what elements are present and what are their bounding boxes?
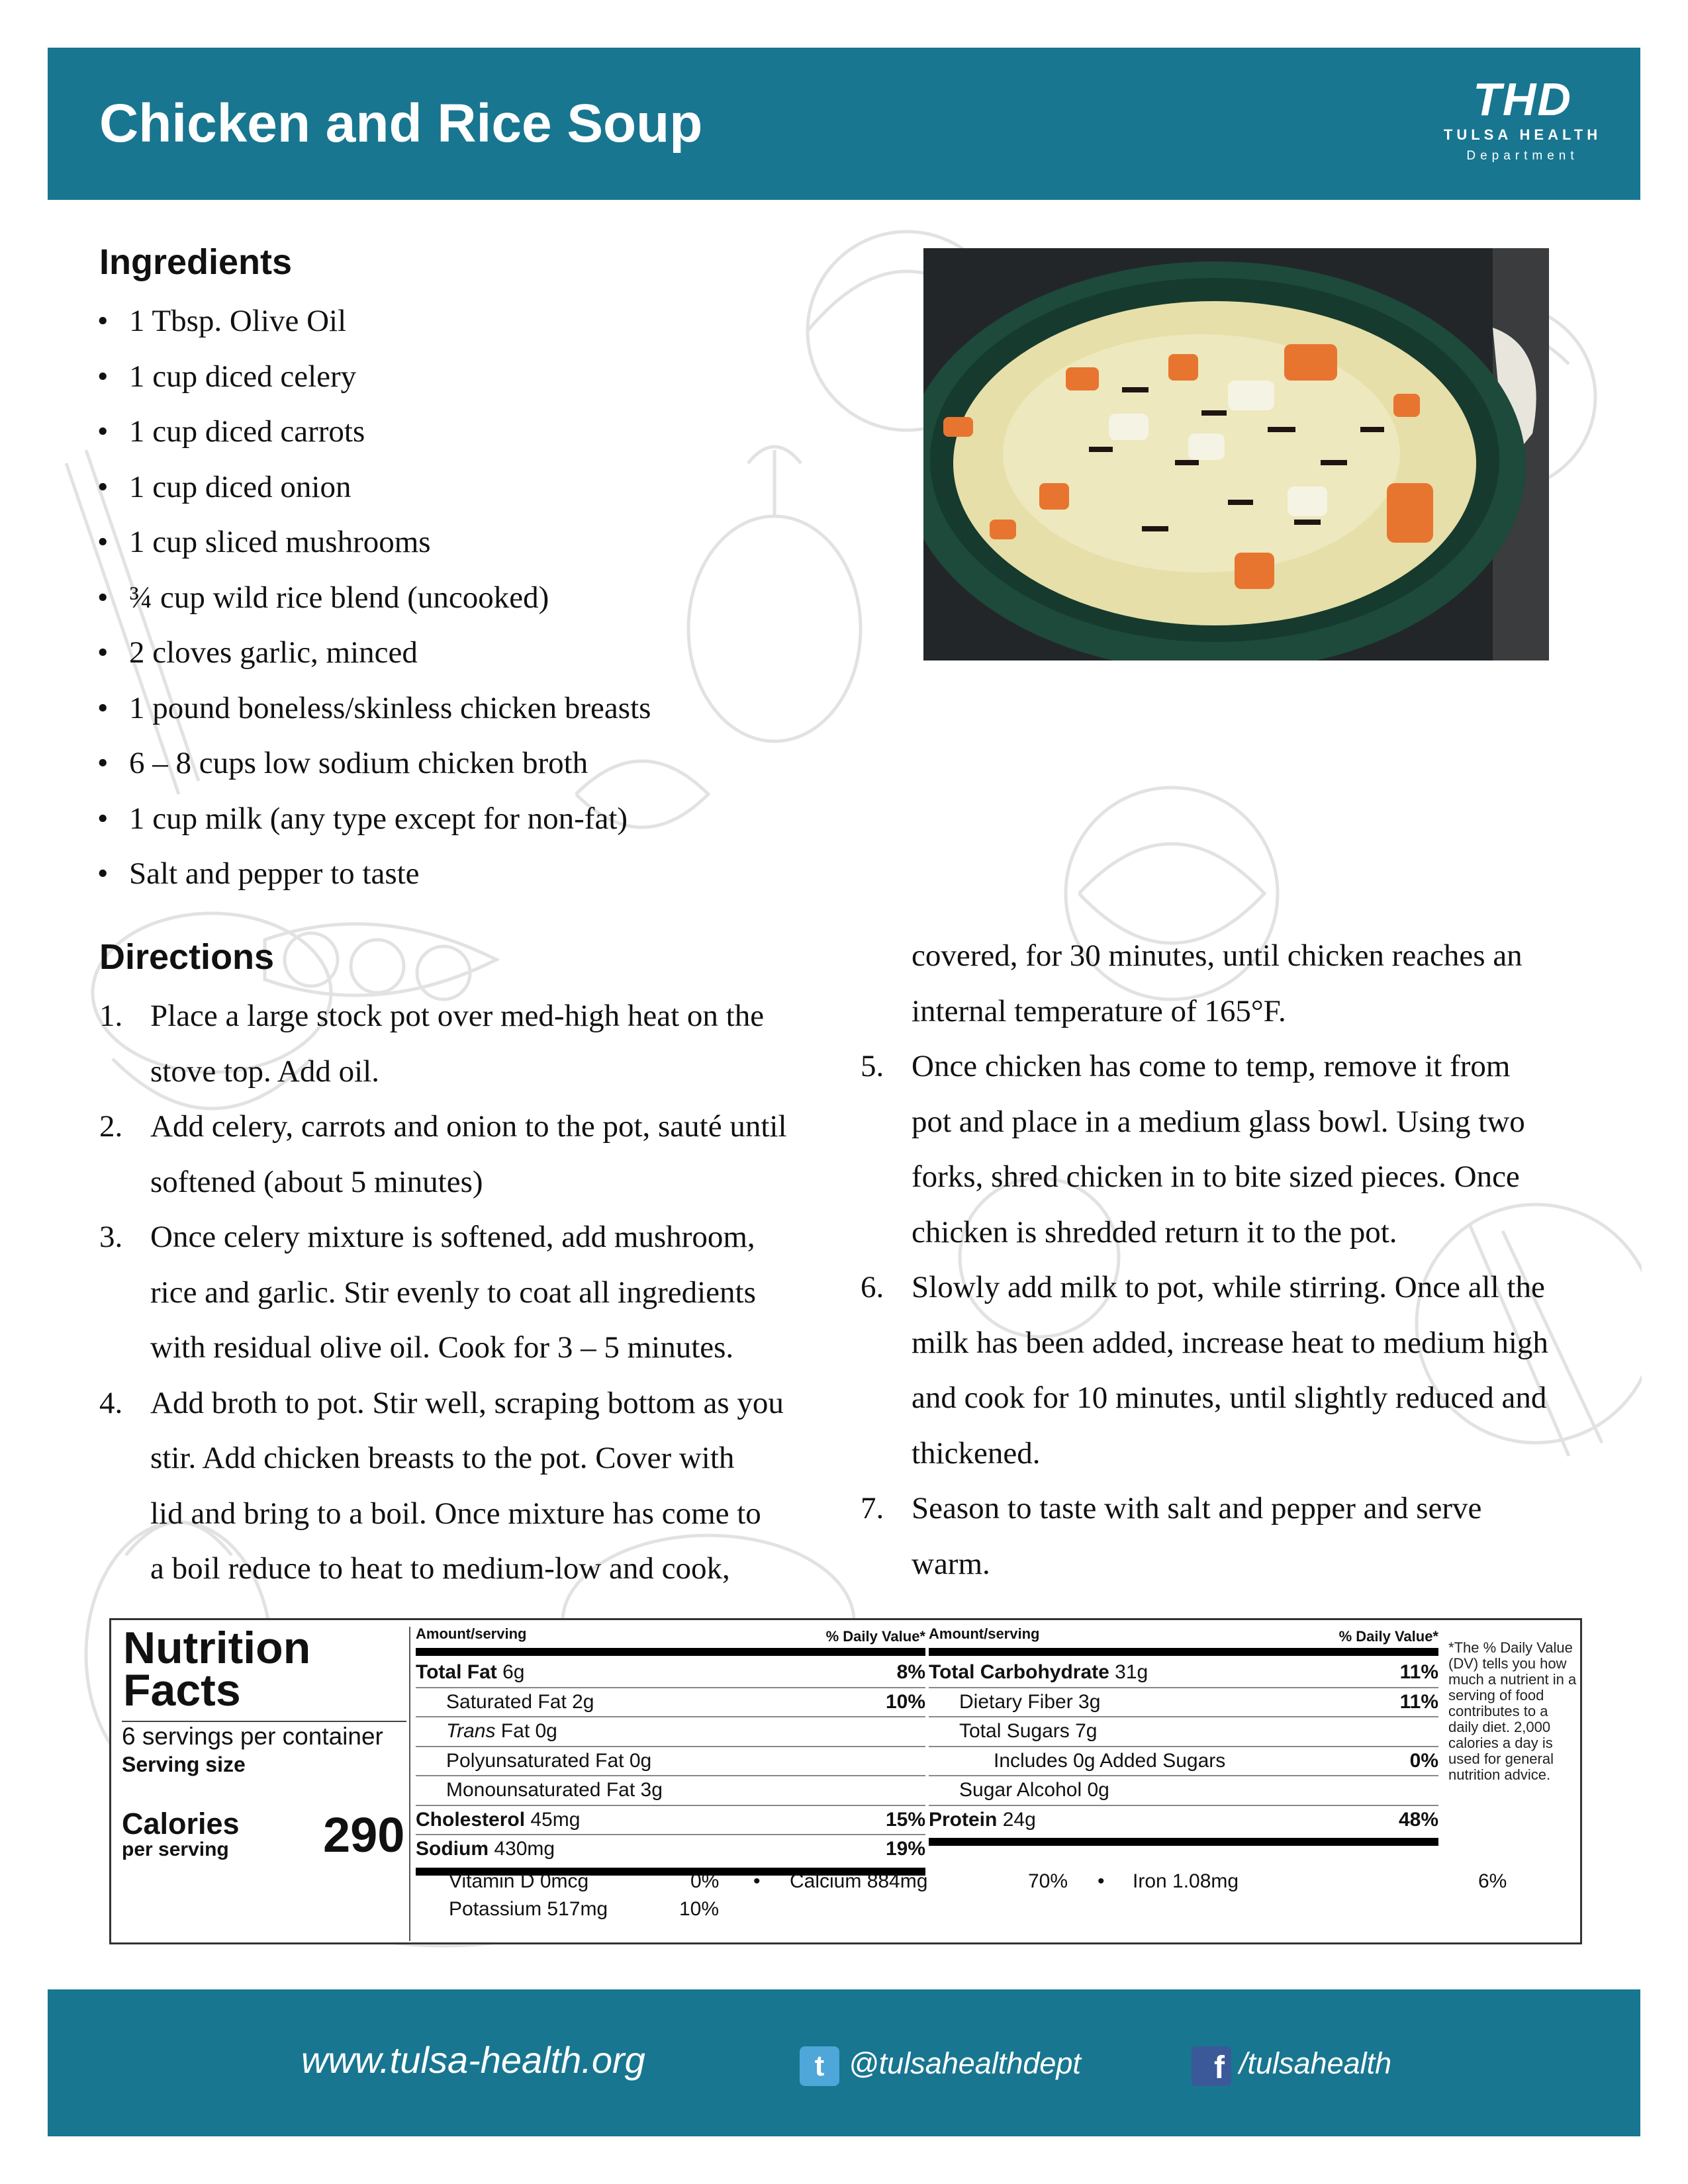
- nutrient-row-total-sugars: Total Sugars 7g: [929, 1717, 1438, 1747]
- ingredients-heading: Ingredients: [99, 242, 293, 282]
- step-number: 5.: [861, 1049, 884, 1083]
- micronutrient-row: [422, 1896, 1541, 1924]
- step-text: forks, shred chicken in to bite sized pieces. Once: [912, 1160, 1520, 1194]
- daily-value-label: % Daily Value*: [825, 1628, 925, 1645]
- step-number: 1.: [99, 999, 123, 1033]
- serving-size-label: Serving size: [122, 1752, 246, 1776]
- twitter-icon[interactable]: t: [800, 2046, 839, 2086]
- facebook-icon[interactable]: f: [1192, 2046, 1231, 2086]
- step-text: thickened.: [912, 1435, 1041, 1471]
- step-number: 2.: [99, 1109, 123, 1144]
- ingredient-item: • 1 cup diced celery: [96, 357, 890, 412]
- direction-step-7: [861, 1488, 1548, 1544]
- nutrient-row-cholesterol: Cholesterol 45mg 15%: [416, 1806, 925, 1836]
- servings-per-container: 6 servings per container: [122, 1723, 383, 1750]
- amount-serving-label: Amount/serving: [929, 1625, 1040, 1642]
- step-text: Add broth to pot. Stir well, scraping bottom as you: [150, 1385, 784, 1420]
- thick-rule: [416, 1648, 925, 1656]
- bullet-separator: •: [753, 1870, 761, 1892]
- step-number: 3.: [99, 1220, 123, 1254]
- step-text: and cook for 10 minutes, until slightly reduced and: [912, 1381, 1547, 1415]
- thick-rule: [929, 1838, 1438, 1846]
- direction-step-2-cont: [99, 1162, 787, 1218]
- nutrition-vertical-divider: [409, 1627, 410, 1941]
- logo-org-name: TULSA HEALTH: [1443, 126, 1602, 143]
- micronutrients: [422, 1868, 1541, 1924]
- ingredient-item: • 1 Tbsp. Olive Oil: [96, 301, 890, 357]
- nutrient-row-sodium: Sodium 430mg 19%: [416, 1838, 925, 1860]
- nutrient-row-sugar-alcohol: Sugar Alcohol 0g: [929, 1776, 1438, 1806]
- direction-step-2: [99, 1107, 787, 1162]
- step-text: rice and garlic. Stir evenly to coat all ingredients: [150, 1275, 756, 1310]
- direction-step-5-cont: [861, 1102, 1548, 1158]
- direction-step-6-cont: [861, 1323, 1548, 1379]
- nutrient-row-added-sugars: Includes 0g Added Sugars 0%: [929, 1747, 1438, 1777]
- step-text: Once celery mixture is softened, add mushroom,: [150, 1220, 755, 1254]
- step-text: a boil reduce to heat to medium-low and cook,: [150, 1551, 730, 1586]
- nutrient-row-total-fat: Total Fat 6g 8%: [416, 1659, 925, 1688]
- direction-step-7-cont: [861, 1544, 1548, 1600]
- per-serving-label: per serving: [122, 1839, 229, 1860]
- direction-step-4-cont: [99, 1438, 787, 1494]
- step-text: stir. Add chicken breasts to the pot. Cover with: [150, 1441, 735, 1475]
- direction-step-4-cont: [99, 1494, 787, 1549]
- nutrient-row-protein: Protein 24g 48%: [929, 1808, 1438, 1831]
- ingredient-item: • 6 – 8 cups low sodium chicken broth: [96, 743, 890, 799]
- step-text: covered, for 30 minutes, until chicken reaches an: [912, 938, 1523, 973]
- step-text: chicken is shredded return it to the pot.: [912, 1214, 1397, 1250]
- calcium-label: Calcium 884mg: [790, 1870, 928, 1892]
- amount-header: [416, 1625, 925, 1644]
- nutrition-facts-title: [123, 1623, 311, 1715]
- direction-step-1: [99, 996, 787, 1052]
- direction-step-1-cont: [99, 1052, 787, 1107]
- amount-header: [929, 1625, 1438, 1644]
- nutrition-title-line1: Nutrition: [123, 1623, 311, 1673]
- vitamin-d-label: Vitamin D 0mcg: [449, 1870, 589, 1892]
- footer-bar: [48, 1989, 1640, 2136]
- nutrient-row-total-carbohydrate: Total Carbohydrate 31g 11%: [929, 1659, 1438, 1688]
- calories-value: 290: [323, 1807, 405, 1862]
- soup-photo: [923, 248, 1549, 660]
- page-title: Chicken and Rice Soup: [99, 93, 703, 154]
- tulsa-health-logo: [1443, 73, 1602, 163]
- potassium-label: Potassium 517mg: [449, 1898, 608, 1920]
- step-text: pot and place in a medium glass bowl. Using two: [912, 1104, 1525, 1139]
- nutrient-row-polyunsaturated-fat: Polyunsaturated Fat 0g: [416, 1747, 925, 1777]
- step-text: stove top. Add oil.: [150, 1054, 379, 1089]
- step-text: with residual olive oil. Cook for 3 – 5 minutes.: [150, 1330, 734, 1365]
- ingredient-item: • 1 cup diced onion: [96, 467, 890, 523]
- nutrition-right-column: [929, 1625, 1438, 1848]
- nutrition-facts-panel: [109, 1618, 1582, 1944]
- direction-step-5-cont: [861, 1212, 1548, 1268]
- micronutrient-row: [422, 1868, 1541, 1896]
- step-text: internal temperature of 165°F.: [912, 993, 1286, 1028]
- daily-value-label: % Daily Value*: [1338, 1628, 1438, 1645]
- directions-column-right: [861, 936, 1548, 1599]
- step-text: milk has been added, increase heat to medium high: [912, 1325, 1548, 1360]
- step-number: 6.: [861, 1270, 884, 1304]
- step-text: softened (about 5 minutes): [150, 1164, 483, 1199]
- thd-logo-mark: THD: [1473, 73, 1572, 125]
- direction-step-6-cont: [861, 1378, 1548, 1433]
- direction-step-3-cont: [99, 1328, 787, 1383]
- nutrient-row-monounsaturated-fat: Monounsaturated Fat 3g: [416, 1776, 925, 1806]
- ingredient-item: • 1 pound boneless/skinless chicken breasts: [96, 688, 890, 744]
- nutrient-row-saturated-fat: Saturated Fat 2g 10%: [416, 1688, 925, 1718]
- step-text: Season to taste with salt and pepper and serve: [912, 1491, 1482, 1525]
- direction-step-3: [99, 1217, 787, 1273]
- step-text: lid and bring to a boil. Once mixture has come to: [150, 1496, 761, 1531]
- iron-label: Iron 1.08mg: [1133, 1870, 1239, 1892]
- direction-step-4: [99, 1383, 787, 1439]
- calcium-pct: 70%: [1028, 1870, 1068, 1892]
- ingredient-item: • 1 cup diced carrots: [96, 412, 890, 467]
- direction-step-5-cont: [861, 1157, 1548, 1212]
- direction-step-5: [861, 1046, 1548, 1102]
- vitamin-d-pct: 0%: [690, 1870, 720, 1892]
- direction-step-4-cont: [99, 1549, 787, 1604]
- facebook-page-link[interactable]: /tulsahealth: [1239, 2046, 1392, 2080]
- step-text: warm.: [912, 1546, 990, 1581]
- ingredient-item: • 1 cup milk (any type except for non-fat): [96, 799, 890, 854]
- direction-step-3-cont: [99, 1273, 787, 1328]
- nutrition-divider: [122, 1721, 406, 1722]
- direction-step-6: [861, 1267, 1548, 1323]
- ingredient-item: • ¾ cup wild rice blend (uncooked): [96, 578, 890, 633]
- ingredients-list: [96, 301, 890, 909]
- thick-rule: [929, 1648, 1438, 1656]
- ingredient-item: • Salt and pepper to taste: [96, 854, 890, 909]
- nutrition-title-line2: Facts: [123, 1665, 241, 1715]
- daily-value-footnote: *The % Daily Value (DV) tells you how much a nutrient in a serving of food contributes to a daily diet. 2,000 calories a day is used for general nutrition advice.: [1448, 1639, 1577, 1783]
- calories-label: Calories: [122, 1807, 240, 1841]
- step-text: Place a large stock pot over med-high heat on the: [150, 999, 765, 1033]
- potassium-pct: 10%: [679, 1898, 720, 1920]
- step-number: 7.: [861, 1491, 884, 1525]
- step-text: Once chicken has come to temp, remove it from: [912, 1049, 1511, 1083]
- direction-step-4-cont: [861, 991, 1548, 1047]
- bullet-separator: •: [1098, 1870, 1105, 1892]
- direction-step-4-cont: [861, 936, 1548, 991]
- nutrition-left-column: [416, 1625, 925, 1878]
- step-number: 4.: [99, 1385, 123, 1420]
- iron-pct: 6%: [1478, 1870, 1507, 1892]
- direction-step-6-cont: [861, 1433, 1548, 1489]
- nutrient-row-dietary-fiber: Dietary Fiber 3g 11%: [929, 1688, 1438, 1718]
- ingredient-item: • 2 cloves garlic, minced: [96, 633, 890, 688]
- nutrient-row-trans-fat: Trans Fat 0g: [416, 1717, 925, 1747]
- website-link[interactable]: www.tulsa-health.org: [301, 2039, 645, 2081]
- step-text: Add celery, carrots and onion to the pot, sauté until: [150, 1109, 787, 1144]
- soup-pot-illustration: [923, 248, 1549, 660]
- twitter-handle-link[interactable]: @tulsahealthdept: [849, 2046, 1081, 2080]
- step-text: Slowly add milk to pot, while stirring. Once all the: [912, 1270, 1545, 1304]
- logo-dept-name: Department: [1466, 149, 1579, 163]
- directions-heading: Directions: [99, 937, 275, 977]
- amount-serving-label: Amount/serving: [416, 1625, 527, 1642]
- ingredient-item: • 1 cup sliced mushrooms: [96, 522, 890, 578]
- directions-column-left: [99, 996, 787, 1604]
